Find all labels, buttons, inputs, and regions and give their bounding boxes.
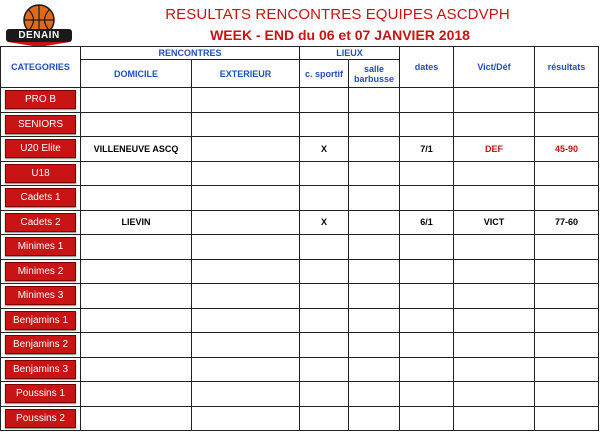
- category-label: Poussins 1: [5, 384, 76, 403]
- domicile-cell: [81, 112, 192, 137]
- table-row: [1, 259, 599, 284]
- rencontres-header: RENCONTRES: [81, 47, 300, 60]
- exterieur-cell: [192, 186, 300, 211]
- category-label: Minimes 1: [5, 237, 76, 256]
- domicile-cell: [81, 308, 192, 333]
- resultat-cell: 77-60: [535, 210, 599, 235]
- resultat-cell: [535, 88, 599, 113]
- lieux-header: LIEUX: [300, 47, 400, 60]
- category-label: U18: [5, 164, 76, 183]
- resultat-cell: [535, 259, 599, 284]
- category-cell: [1, 88, 81, 113]
- salle-barbusse-header: salle barbusse: [349, 60, 400, 88]
- date-cell: [400, 235, 454, 260]
- c-sportif-cell: X: [300, 137, 349, 162]
- categories-header: CATEGORIES: [1, 47, 81, 88]
- domicile-cell: [81, 161, 192, 186]
- category-cell: [1, 357, 81, 382]
- vict-def-cell: [454, 333, 535, 358]
- category-cell: [1, 235, 81, 260]
- exterieur-cell: [192, 308, 300, 333]
- category-label: Benjamins 3: [5, 360, 76, 379]
- table-row: [1, 382, 599, 407]
- salle-barbusse-cell: [349, 259, 400, 284]
- vict-def-cell: [454, 112, 535, 137]
- c-sportif-cell: [300, 333, 349, 358]
- resultat-cell: [535, 186, 599, 211]
- category-label: Poussins 2: [5, 409, 76, 428]
- date-cell: [400, 284, 454, 309]
- vict-def-cell: [454, 357, 535, 382]
- vict-def-cell: [454, 284, 535, 309]
- domicile-cell: VILLENEUVE ASCQ: [81, 137, 192, 162]
- salle-barbusse-cell: [349, 357, 400, 382]
- salle-barbusse-cell: [349, 382, 400, 407]
- exterieur-header: EXTERIEUR: [192, 60, 300, 88]
- category-cell: [1, 284, 81, 309]
- salle-barbusse-cell: [349, 137, 400, 162]
- resultat-cell: [535, 357, 599, 382]
- results-table: [0, 46, 599, 431]
- table-row: [1, 112, 599, 137]
- vict-def-cell: [454, 186, 535, 211]
- table-row: [1, 406, 599, 431]
- page-subtitle: WEEK - END du 06 et 07 JANVIER 2018: [210, 27, 470, 43]
- domicile-header: DOMICILE: [81, 60, 192, 88]
- salle-barbusse-cell: [349, 308, 400, 333]
- vict-def-cell: VICT: [454, 210, 535, 235]
- date-cell: [400, 308, 454, 333]
- vict-def-cell: [454, 382, 535, 407]
- domicile-cell: [81, 235, 192, 260]
- category-label: U20 Elite: [5, 139, 76, 158]
- vict-def-header: Vict/Déf: [454, 47, 535, 88]
- date-cell: [400, 259, 454, 284]
- table-row: [1, 284, 599, 309]
- c-sportif-cell: [300, 382, 349, 407]
- exterieur-cell: [192, 161, 300, 186]
- club-logo: [2, 2, 76, 48]
- resultats-header: résultats: [535, 47, 599, 88]
- category-label: SENIORS: [5, 115, 76, 134]
- domicile-cell: [81, 333, 192, 358]
- table-row: [1, 137, 599, 162]
- c-sportif-cell: [300, 112, 349, 137]
- category-cell: [1, 161, 81, 186]
- vict-def-cell: [454, 308, 535, 333]
- domicile-cell: LIEVIN: [81, 210, 192, 235]
- exterieur-cell: [192, 112, 300, 137]
- exterieur-cell: [192, 406, 300, 431]
- table-row: [1, 186, 599, 211]
- domicile-cell: [81, 382, 192, 407]
- resultat-cell: [535, 235, 599, 260]
- category-label: Minimes 3: [5, 286, 76, 305]
- c-sportif-cell: [300, 186, 349, 211]
- table-row: [1, 235, 599, 260]
- salle-barbusse-cell: [349, 333, 400, 358]
- date-cell: [400, 382, 454, 407]
- domicile-cell: [81, 357, 192, 382]
- c-sportif-cell: [300, 88, 349, 113]
- resultat-cell: [535, 284, 599, 309]
- resultat-cell: [535, 112, 599, 137]
- resultat-cell: [535, 308, 599, 333]
- exterieur-cell: [192, 333, 300, 358]
- resultat-cell: [535, 406, 599, 431]
- date-cell: [400, 161, 454, 186]
- vict-def-cell: [454, 259, 535, 284]
- vict-def-cell: [454, 88, 535, 113]
- category-label: Benjamins 2: [5, 335, 76, 354]
- salle-barbusse-cell: [349, 186, 400, 211]
- salle-barbusse-cell: [349, 235, 400, 260]
- basketball-icon: [2, 2, 76, 48]
- exterieur-cell: [192, 259, 300, 284]
- vict-def-cell: [454, 161, 535, 186]
- resultat-cell: 45-90: [535, 137, 599, 162]
- dates-header: dates: [400, 47, 454, 88]
- exterieur-cell: [192, 284, 300, 309]
- exterieur-cell: [192, 357, 300, 382]
- page-title: RESULTATS RENCONTRES EQUIPES ASCDVPH: [165, 6, 510, 23]
- domicile-cell: [81, 88, 192, 113]
- resultat-cell: [535, 382, 599, 407]
- c-sportif-cell: X: [300, 210, 349, 235]
- salle-barbusse-cell: [349, 210, 400, 235]
- table-row: [1, 210, 599, 235]
- category-cell: [1, 210, 81, 235]
- category-label: Minimes 2: [5, 262, 76, 281]
- table-row: [1, 161, 599, 186]
- c-sportif-cell: [300, 357, 349, 382]
- salle-barbusse-cell: [349, 406, 400, 431]
- logo-text: DENAIN: [18, 30, 60, 41]
- table-row: [1, 357, 599, 382]
- salle-barbusse-cell: [349, 284, 400, 309]
- table-row: [1, 88, 599, 113]
- category-label: Cadets 2: [5, 213, 76, 232]
- vict-def-cell: [454, 235, 535, 260]
- date-cell: [400, 186, 454, 211]
- date-cell: 6/1: [400, 210, 454, 235]
- category-cell: [1, 137, 81, 162]
- vict-def-cell: DEF: [454, 137, 535, 162]
- exterieur-cell: [192, 137, 300, 162]
- c-sportif-header: c. sportif: [300, 60, 349, 88]
- c-sportif-cell: [300, 235, 349, 260]
- domicile-cell: [81, 259, 192, 284]
- c-sportif-cell: [300, 406, 349, 431]
- category-label: Benjamins 1: [5, 311, 76, 330]
- table-row: [1, 333, 599, 358]
- salle-barbusse-cell: [349, 88, 400, 113]
- category-label: Cadets 1: [5, 188, 76, 207]
- category-cell: [1, 259, 81, 284]
- category-cell: [1, 112, 81, 137]
- vict-def-cell: [454, 406, 535, 431]
- c-sportif-cell: [300, 308, 349, 333]
- date-cell: 7/1: [400, 137, 454, 162]
- salle-barbusse-cell: [349, 112, 400, 137]
- domicile-cell: [81, 406, 192, 431]
- date-cell: [400, 357, 454, 382]
- date-cell: [400, 112, 454, 137]
- category-cell: [1, 186, 81, 211]
- category-cell: [1, 406, 81, 431]
- exterieur-cell: [192, 382, 300, 407]
- exterieur-cell: [192, 235, 300, 260]
- resultat-cell: [535, 161, 599, 186]
- category-cell: [1, 382, 81, 407]
- date-cell: [400, 406, 454, 431]
- category-label: PRO B: [5, 90, 76, 109]
- c-sportif-cell: [300, 284, 349, 309]
- salle-barbusse-cell: [349, 161, 400, 186]
- c-sportif-cell: [300, 259, 349, 284]
- category-cell: [1, 308, 81, 333]
- table-row: [1, 308, 599, 333]
- exterieur-cell: [192, 210, 300, 235]
- category-cell: [1, 333, 81, 358]
- date-cell: [400, 88, 454, 113]
- domicile-cell: [81, 186, 192, 211]
- domicile-cell: [81, 284, 192, 309]
- c-sportif-cell: [300, 161, 349, 186]
- date-cell: [400, 333, 454, 358]
- resultat-cell: [535, 333, 599, 358]
- exterieur-cell: [192, 88, 300, 113]
